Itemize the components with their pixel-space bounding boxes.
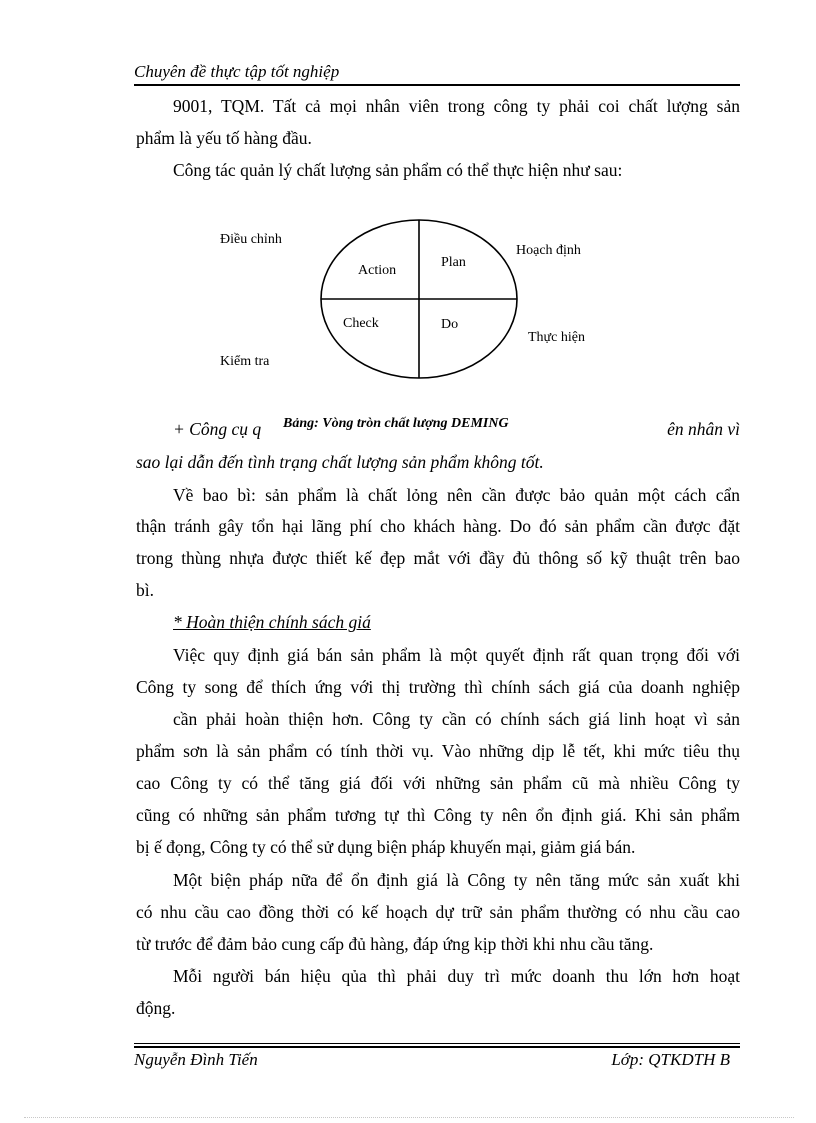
page-header-title: Chuyên đề thực tập tốt nghiệp bbox=[134, 62, 340, 81]
tool-line-end: ên nhân vì bbox=[667, 419, 740, 439]
footer-class: Lớp: QTKDTH B bbox=[611, 1050, 730, 1069]
paragraph-line-20: từ trước để đảm bảo cung cấp đủ hàng, đáp ứng kịp thời khi nhu cầu tăng. bbox=[136, 934, 654, 954]
paragraph-line-11: Việc quy định giá bán sản phẩm là một quyết định rất quan trọng đối với bbox=[173, 645, 740, 665]
header-rule bbox=[134, 84, 740, 86]
paragraph-line-3: Công tác quản lý chất lượng sản phẩm có thể thực hiện như sau: bbox=[173, 160, 623, 180]
label-check: Kiểm tra bbox=[220, 354, 270, 369]
paragraph-line-2: phẩm là yếu tố hàng đầu. bbox=[136, 128, 312, 148]
paragraph-line-1: 9001, TQM. Tất cả mọi nhân viên trong công ty phải coi chất lượng sản bbox=[173, 96, 740, 116]
footer-rule-thin bbox=[134, 1043, 740, 1044]
paragraph-line-18: Một biện pháp nữa để ổn định giá là Công ty nên tăng mức sản xuất khi bbox=[173, 870, 740, 890]
label-do: Thực hiện bbox=[528, 330, 585, 345]
paragraph-line-14: phẩm sơn là sản phẩm có tính thời vụ. Vào những dịp lễ tết, khi mức tiêu thụ bbox=[136, 741, 740, 761]
quadrant-action: Action bbox=[358, 263, 397, 278]
deming-diagram bbox=[200, 210, 620, 410]
paragraph-line-19: có nhu cầu cao đồng thời có kế hoạch dự trữ sản phẩm thường có nhu cầu cao bbox=[136, 902, 740, 922]
paragraph-line-16: cũng có những sản phẩm tương tự thì Công ty nên ổn định giá. Khi sản phẩm bbox=[136, 805, 740, 825]
paragraph-line-8: trong thùng nhựa được thiết kế đẹp mắt với đầy đủ thông số kỹ thuật trên bao bbox=[136, 548, 740, 568]
paragraph-line-15: cao Công ty có thể tăng giá đối với những sản phẩm cũ mà nhiều Công ty bbox=[136, 773, 740, 793]
quadrant-do: Do bbox=[441, 317, 459, 332]
section-heading-pricing: * Hoàn thiện chính sách giá bbox=[173, 612, 371, 632]
diagram-caption: Bảng: Vòng tròn chất lượng DEMING bbox=[283, 416, 509, 431]
paragraph-line-6: Về bao bì: sản phẩm là chất lỏng nên cần được bảo quản một cách cẩn bbox=[173, 485, 740, 505]
tool-line-start: + Công cụ q bbox=[173, 419, 262, 439]
footer-author: Nguyễn Đình Tiến bbox=[134, 1050, 258, 1069]
paragraph-line-22: động. bbox=[136, 998, 176, 1018]
page-bottom-border bbox=[24, 1117, 794, 1118]
quadrant-check: Check bbox=[343, 316, 379, 331]
paragraph-line-9: bì. bbox=[136, 580, 154, 600]
paragraph-line-17: bị ế đọng, Công ty có thể sử dụng biện pháp khuyến mại, giảm giá bán. bbox=[136, 837, 636, 857]
label-adjust: Điều chỉnh bbox=[220, 232, 282, 247]
paragraph-line-12: Công ty song để thích ứng với thị trường thì chính sách giá của doanh nghiệp bbox=[136, 677, 740, 697]
paragraph-line-7: thận tránh gây tổn hại lãng phí cho khách hàng. Do đó sản phẩm cần được đặt bbox=[136, 516, 740, 536]
paragraph-line-21: Mỗi người bán hiệu qủa thì phải duy trì mức doanh thu lớn hơn hoạt bbox=[173, 966, 740, 986]
footer-rule-thick bbox=[134, 1046, 740, 1048]
paragraph-line-5: sao lại dẫn đến tình trạng chất lượng sản phẩm không tốt. bbox=[136, 452, 544, 472]
quadrant-plan: Plan bbox=[441, 255, 466, 270]
label-plan: Hoạch định bbox=[516, 243, 581, 258]
paragraph-line-13: cần phải hoàn thiện hơn. Công ty cần có chính sách giá linh hoạt vì sản bbox=[173, 709, 740, 729]
